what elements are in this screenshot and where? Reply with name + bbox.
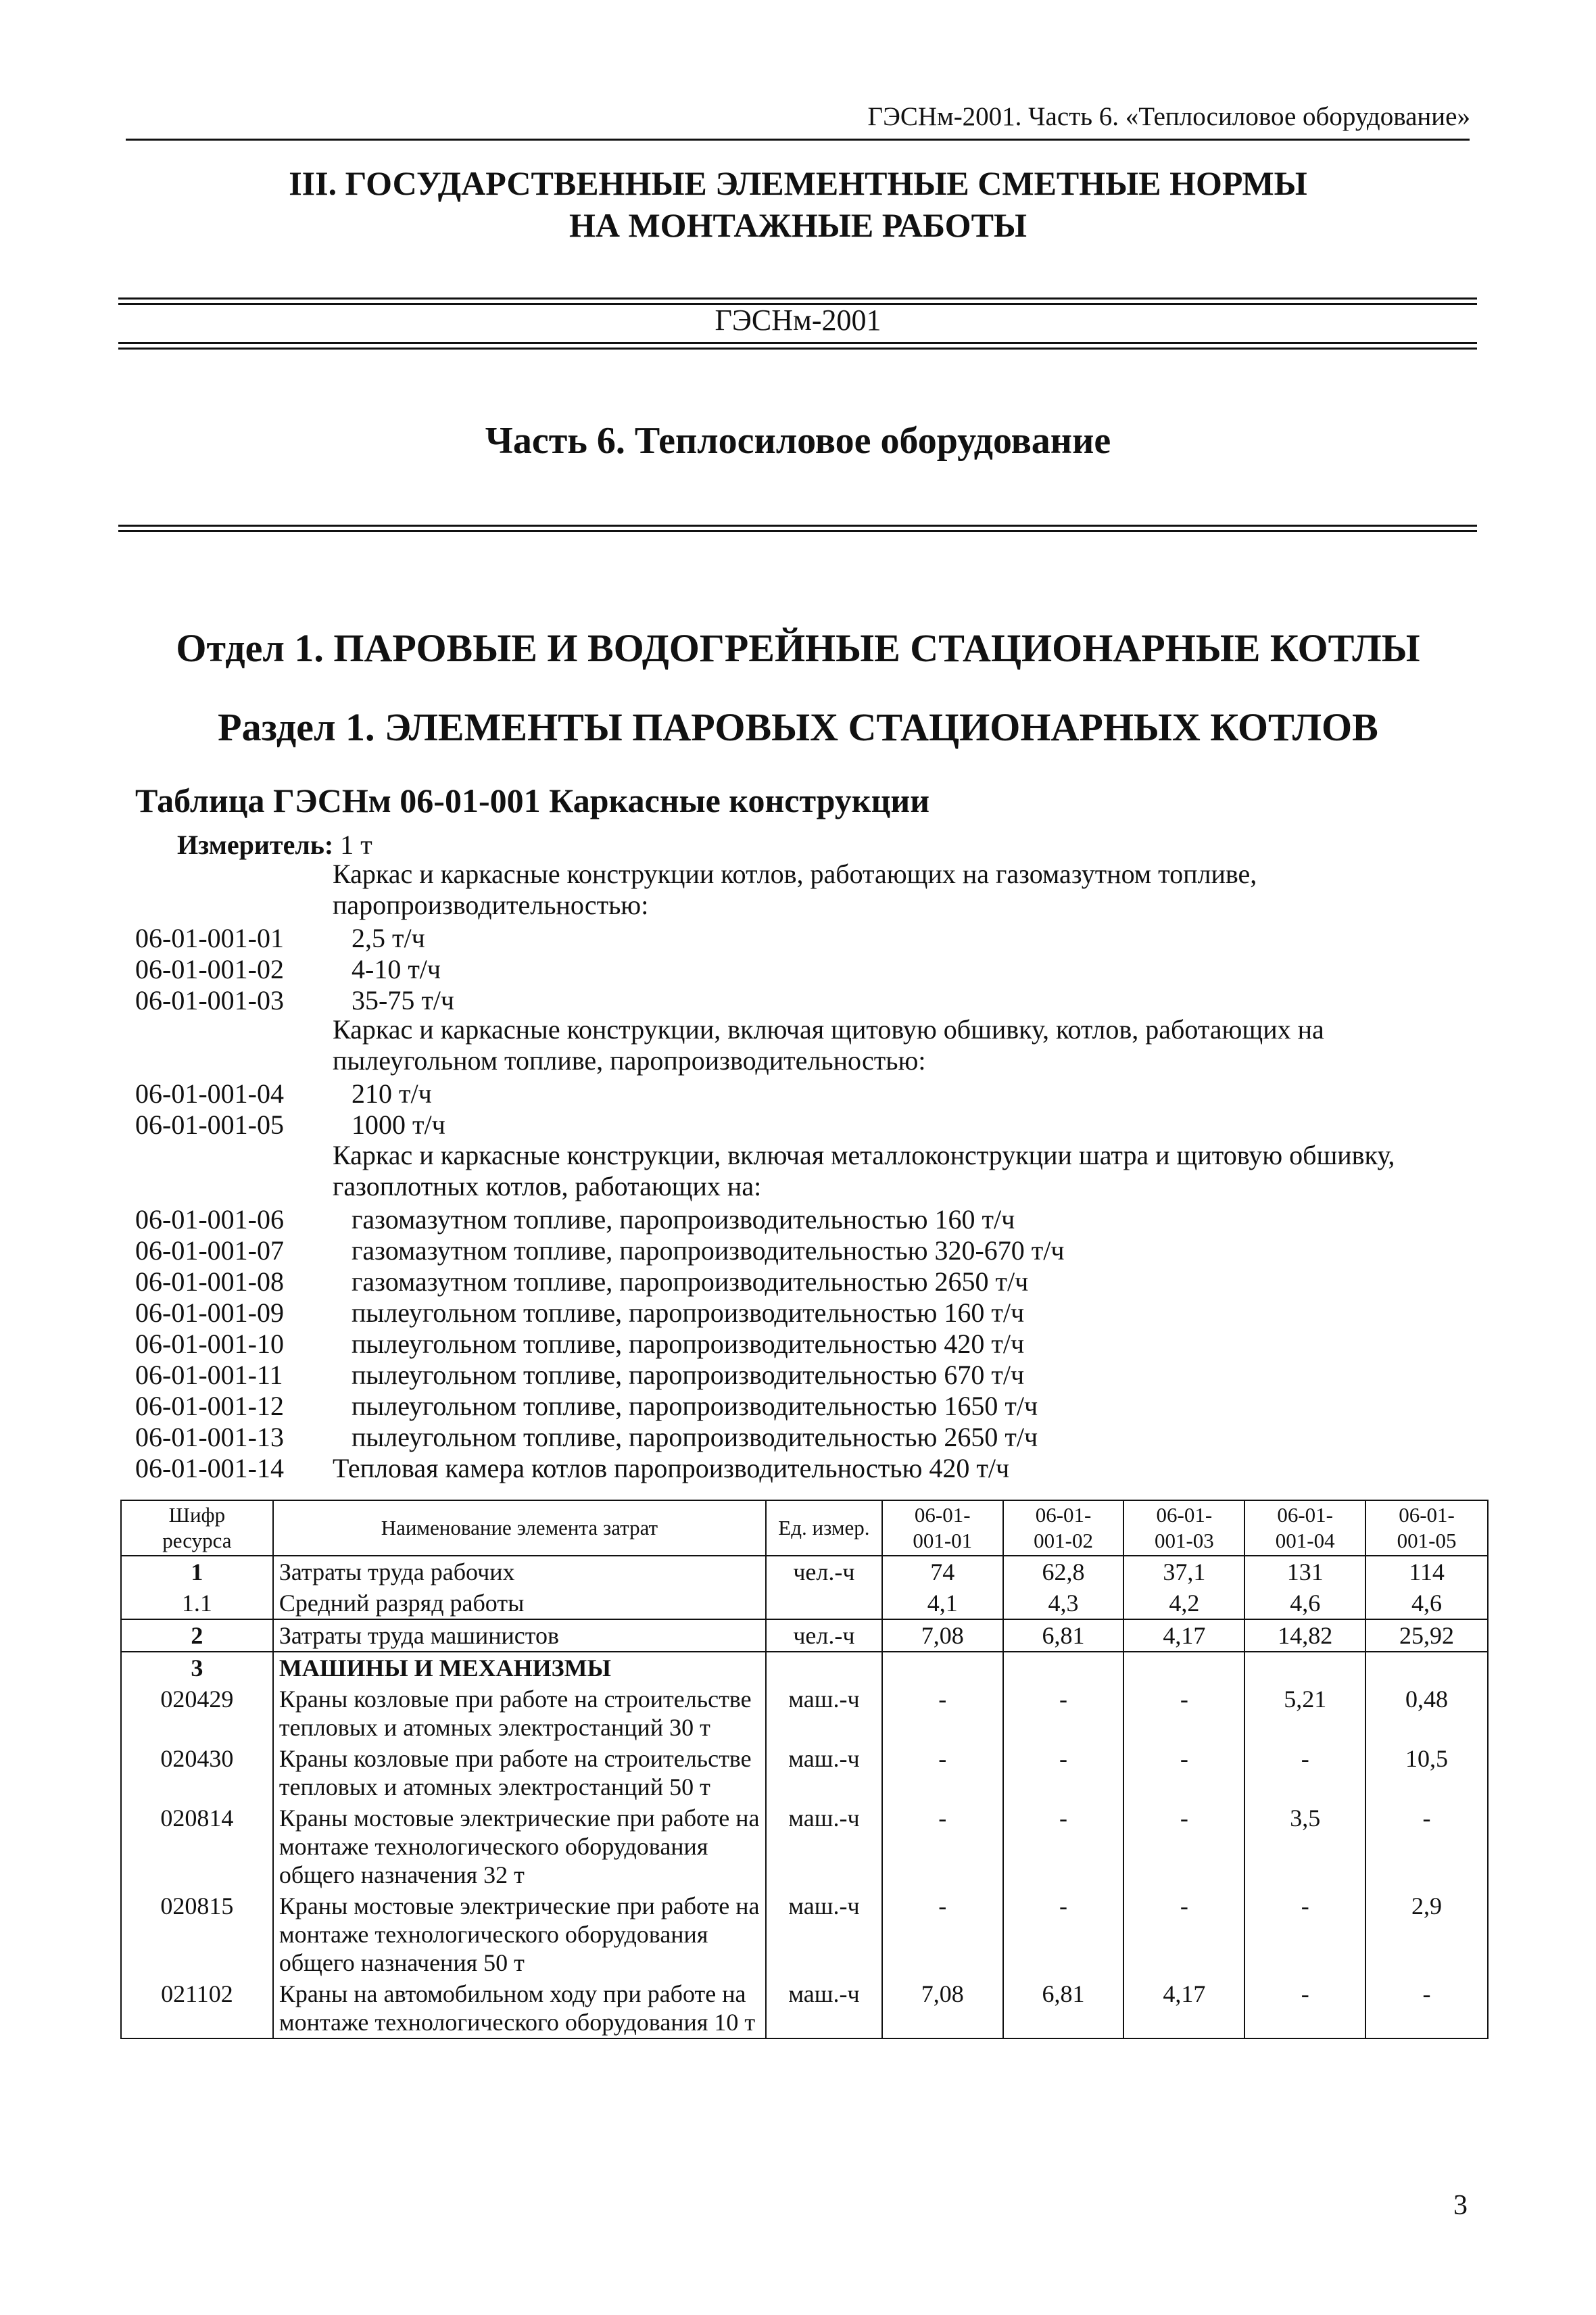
part-rule bbox=[118, 525, 1477, 534]
row-value: 6,81 bbox=[1003, 1978, 1124, 2038]
row-value: - bbox=[1244, 1890, 1365, 1978]
norm-code: 06-01-001-05 bbox=[135, 1109, 284, 1140]
row-value bbox=[882, 1652, 1003, 1684]
header-rule bbox=[126, 139, 1470, 141]
norm-desc: 1000 т/ч bbox=[352, 1109, 445, 1140]
category-2: Каркас и каркасные конструкции, включая щитовую обшивку, котлов, работающих на пылеугольном топливе, паропроизводительностью: bbox=[333, 1014, 1324, 1076]
row-value: 4,2 bbox=[1123, 1588, 1244, 1619]
row-value: 4,3 bbox=[1003, 1588, 1124, 1619]
category-1: Каркас и каркасные конструкции котлов, работающих на газомазутном топливе, паропроизводительностью: bbox=[333, 859, 1257, 920]
section-title-line1: III. ГОСУДАРСТВЕННЫЕ ЭЛЕМЕНТНЫЕ СМЕТНЫЕ НОРМЫ bbox=[289, 164, 1307, 202]
row-unit: чел.-ч bbox=[766, 1619, 882, 1652]
row-unit: маш.-ч bbox=[766, 1890, 882, 1978]
norm-code: 06-01-001-03 bbox=[135, 985, 284, 1016]
table-row bbox=[121, 1684, 1488, 1743]
row-value: 4,17 bbox=[1123, 1978, 1244, 2038]
row-value: - bbox=[1123, 1684, 1244, 1743]
norm-code: 06-01-001-08 bbox=[135, 1266, 284, 1297]
row-value: - bbox=[1003, 1890, 1124, 1978]
table-row bbox=[121, 1556, 1488, 1588]
resource-table bbox=[120, 1500, 1489, 2039]
row-value: 62,8 bbox=[1003, 1556, 1124, 1588]
row-code: 020429 bbox=[121, 1684, 273, 1743]
table-row bbox=[121, 1890, 1488, 1978]
row-value: - bbox=[1123, 1890, 1244, 1978]
row-value bbox=[1003, 1652, 1124, 1684]
table-row bbox=[121, 1588, 1488, 1619]
header-code: Шифр ресурса bbox=[121, 1500, 273, 1556]
row-unit: чел.-ч bbox=[766, 1556, 882, 1588]
row-unit: маш.-ч bbox=[766, 1684, 882, 1743]
norm-desc: 2,5 т/ч bbox=[352, 923, 425, 953]
norm-desc: 35-75 т/ч bbox=[352, 985, 455, 1016]
category-3: Каркас и каркасные конструкции, включая металлоконструкции шатра и щитовую обшивку, газоплотных котлов, работающих на: bbox=[333, 1140, 1395, 1201]
page-number: 3 bbox=[1453, 2190, 1468, 2221]
norm-code: 06-01-001-06 bbox=[135, 1204, 284, 1235]
section-title-line2: НА МОНТАЖНЫЕ РАБОТЫ bbox=[569, 206, 1027, 244]
norm-code: 06-01-001-09 bbox=[135, 1297, 284, 1328]
row-value: - bbox=[1003, 1684, 1124, 1743]
table-row bbox=[121, 1743, 1488, 1803]
row-value: - bbox=[1365, 1803, 1488, 1890]
row-value: 10,5 bbox=[1365, 1743, 1488, 1803]
norm-desc: пылеугольном топливе, паропроизводительностью 420 т/ч bbox=[352, 1329, 1025, 1359]
row-value bbox=[1244, 1652, 1365, 1684]
norm-desc: 210 т/ч bbox=[352, 1078, 432, 1109]
row-code: 1.1 bbox=[121, 1588, 273, 1619]
row-value: 4,6 bbox=[1365, 1588, 1488, 1619]
part-title: Часть 6. Теплосиловое оборудование bbox=[485, 420, 1111, 462]
row-code: 020430 bbox=[121, 1743, 273, 1803]
table-header-row bbox=[121, 1500, 1488, 1556]
meter-value: 1 т bbox=[340, 830, 372, 860]
running-head: ГЭСНм-2001. Часть 6. «Теплосиловое оборудование» bbox=[867, 102, 1470, 131]
table-row bbox=[121, 1652, 1488, 1684]
row-name: Затраты труда рабочих bbox=[273, 1556, 766, 1588]
table-row bbox=[121, 1803, 1488, 1890]
table-row bbox=[121, 1619, 1488, 1652]
norm-desc: пылеугольном топливе, паропроизводительностью 2650 т/ч bbox=[352, 1422, 1038, 1452]
row-name: Краны мостовые электрические при работе на монтаже технологического оборудования общего назначения 50 т bbox=[273, 1890, 766, 1978]
row-value bbox=[1365, 1652, 1488, 1684]
row-value: - bbox=[882, 1803, 1003, 1890]
row-value: - bbox=[1123, 1803, 1244, 1890]
doc-code: ГЭСНм-2001 bbox=[715, 304, 881, 337]
row-value: 4,1 bbox=[882, 1588, 1003, 1619]
table-title: Таблица ГЭСНм 06-01-001 Каркасные конструкции bbox=[135, 782, 929, 819]
row-value: - bbox=[882, 1743, 1003, 1803]
row-value: - bbox=[1244, 1978, 1365, 2038]
row-code: 021102 bbox=[121, 1978, 273, 2038]
row-value: - bbox=[1123, 1743, 1244, 1803]
header-col: 06-01- 001-01 bbox=[882, 1500, 1003, 1556]
norm-desc: Тепловая камера котлов паропроизводительностью 420 т/ч bbox=[333, 1453, 1010, 1483]
row-unit: маш.-ч bbox=[766, 1743, 882, 1803]
subsection-title: Раздел 1. ЭЛЕМЕНТЫ ПАРОВЫХ СТАЦИОНАРНЫХ КОТЛОВ bbox=[218, 705, 1378, 749]
header-name: Наименование элемента затрат bbox=[273, 1500, 766, 1556]
meter-label: Измеритель: bbox=[177, 830, 334, 860]
row-name: Краны козловые при работе на строительстве тепловых и атомных электростанций 50 т bbox=[273, 1743, 766, 1803]
row-code: 1 bbox=[121, 1556, 273, 1588]
norm-code: 06-01-001-13 bbox=[135, 1422, 284, 1452]
row-value: - bbox=[882, 1890, 1003, 1978]
row-code: 2 bbox=[121, 1619, 273, 1652]
norm-desc: газомазутном топливе, паропроизводительностью 2650 т/ч bbox=[352, 1266, 1029, 1297]
row-value: 37,1 bbox=[1123, 1556, 1244, 1588]
row-name: МАШИНЫ И МЕХАНИЗМЫ bbox=[273, 1652, 766, 1684]
header-col: 06-01- 001-04 bbox=[1244, 1500, 1365, 1556]
row-unit bbox=[766, 1588, 882, 1619]
row-value: 7,08 bbox=[882, 1978, 1003, 2038]
dept-title: Отдел 1. ПАРОВЫЕ И ВОДОГРЕЙНЫЕ СТАЦИОНАРНЫЕ КОТЛЫ bbox=[176, 626, 1420, 670]
row-value: 5,21 bbox=[1244, 1684, 1365, 1743]
row-code: 3 bbox=[121, 1652, 273, 1684]
norm-desc: пылеугольном топливе, паропроизводительностью 670 т/ч bbox=[352, 1360, 1025, 1390]
row-name: Краны мостовые электрические при работе на монтаже технологического оборудования общего назначения 32 т bbox=[273, 1803, 766, 1890]
header-col: 06-01- 001-03 bbox=[1123, 1500, 1244, 1556]
row-value: - bbox=[1365, 1978, 1488, 2038]
row-name: Краны козловые при работе на строительстве тепловых и атомных электростанций 30 т bbox=[273, 1684, 766, 1743]
row-value: 7,08 bbox=[882, 1619, 1003, 1652]
row-value: 74 bbox=[882, 1556, 1003, 1588]
row-value: 3,5 bbox=[1244, 1803, 1365, 1890]
header-unit: Ед. измер. bbox=[766, 1500, 882, 1556]
row-value: 25,92 bbox=[1365, 1619, 1488, 1652]
row-value: 0,48 bbox=[1365, 1684, 1488, 1743]
row-value bbox=[1123, 1652, 1244, 1684]
row-unit bbox=[766, 1652, 882, 1684]
norm-code: 06-01-001-02 bbox=[135, 954, 284, 984]
norm-code: 06-01-001-10 bbox=[135, 1329, 284, 1359]
row-value: 6,81 bbox=[1003, 1619, 1124, 1652]
norm-code: 06-01-001-01 bbox=[135, 923, 284, 953]
row-unit: маш.-ч bbox=[766, 1978, 882, 2038]
row-code: 020815 bbox=[121, 1890, 273, 1978]
norm-desc: газомазутном топливе, паропроизводительностью 160 т/ч bbox=[352, 1204, 1015, 1235]
table-row bbox=[121, 1978, 1488, 2038]
norm-desc: пылеугольном топливе, паропроизводительностью 160 т/ч bbox=[352, 1297, 1025, 1328]
row-unit: маш.-ч bbox=[766, 1803, 882, 1890]
row-code: 020814 bbox=[121, 1803, 273, 1890]
norm-code: 06-01-001-04 bbox=[135, 1078, 284, 1109]
row-name: Средний разряд работы bbox=[273, 1588, 766, 1619]
norm-code: 06-01-001-12 bbox=[135, 1391, 284, 1421]
header-col: 06-01- 001-05 bbox=[1365, 1500, 1488, 1556]
meter bbox=[177, 829, 372, 861]
row-value: 2,9 bbox=[1365, 1890, 1488, 1978]
row-value: - bbox=[1003, 1743, 1124, 1803]
row-value: - bbox=[1003, 1803, 1124, 1890]
row-value: 14,82 bbox=[1244, 1619, 1365, 1652]
norm-desc: газомазутном топливе, паропроизводительностью 320-670 т/ч bbox=[352, 1235, 1065, 1266]
norm-desc: пылеугольном топливе, паропроизводительностью 1650 т/ч bbox=[352, 1391, 1038, 1421]
row-value: 4,17 bbox=[1123, 1619, 1244, 1652]
norm-code: 06-01-001-14 bbox=[135, 1453, 284, 1483]
row-value: 131 bbox=[1244, 1556, 1365, 1588]
row-value: 114 bbox=[1365, 1556, 1488, 1588]
row-value: 4,6 bbox=[1244, 1588, 1365, 1619]
row-name: Краны на автомобильном ходу при работе на монтаже технологического оборудования 10 т bbox=[273, 1978, 766, 2038]
row-value: - bbox=[1244, 1743, 1365, 1803]
norm-desc: 4-10 т/ч bbox=[352, 954, 441, 984]
norm-code: 06-01-001-07 bbox=[135, 1235, 284, 1266]
norm-code: 06-01-001-11 bbox=[135, 1360, 283, 1390]
row-name: Затраты труда машинистов bbox=[273, 1619, 766, 1652]
header-col: 06-01- 001-02 bbox=[1003, 1500, 1124, 1556]
row-value: - bbox=[882, 1684, 1003, 1743]
